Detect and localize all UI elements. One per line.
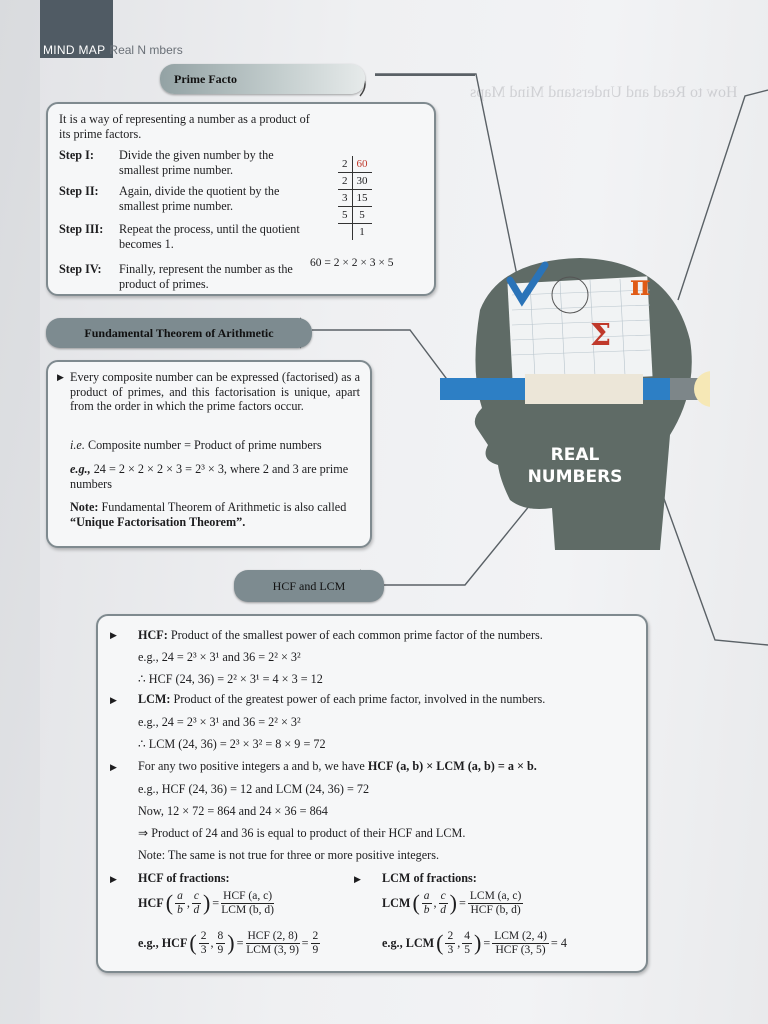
bleed-through-text: How to Read and Understand Mind Maps [470, 84, 738, 101]
hcf-example: e.g., 24 = 2³ × 3¹ and 36 = 2² × 3² [138, 650, 301, 664]
prime-factorisation-pill [160, 64, 365, 94]
paren-left: ( [436, 930, 444, 956]
paren-right: ) [474, 930, 482, 956]
head-silhouette [440, 250, 710, 550]
bullet-icon: ▶ [110, 695, 117, 705]
lcm-word: LCM [382, 896, 411, 911]
hcf-lcm-box [96, 614, 648, 973]
relation-now: Now, 12 × 72 = 864 and 24 × 36 = 864 [138, 804, 328, 818]
paren-right: ) [449, 890, 457, 916]
step-4-label: Step IV: [59, 262, 102, 276]
step-2-label: Step II: [59, 184, 99, 198]
division-table [338, 156, 372, 240]
hcf-fraction-formula: HCF ( $\frac{a}{b}$ , $\frac{c}{d}$ ) = $\frac{\text{HCF (a, c)}}{\text{LCM (b, d)}}$ [138, 890, 274, 916]
hcf-def: Product of the smallest power of each common prime factor of the numbers. [170, 628, 543, 642]
numerator: 4 [464, 930, 470, 942]
fraction [246, 930, 300, 957]
relation-text: For any two positive integers a and b, we have [138, 759, 365, 773]
eg-lcm-prefix: e.g., LCM [382, 936, 435, 951]
bullet-icon: ▶ [354, 874, 361, 884]
bullet-icon: ▶ [110, 762, 117, 772]
paren-right: ) [202, 890, 211, 916]
dividend: 60 [352, 156, 372, 173]
denominator: 9 [217, 944, 224, 956]
lcm-fraction-example: e.g., LCM ( $\frac{2}{3}$ , $\frac{4}{5}$ ) = $\frac{\text{LCM (2, 4)}}{\text{HCF (3, 5)}}$ = 4 [382, 930, 567, 956]
lcm-definition [138, 692, 638, 707]
step-3-label: Step III: [59, 222, 104, 236]
header-subtitle: Real N mbers [109, 43, 183, 57]
head-illustration [440, 250, 710, 555]
hcf-definition [138, 628, 638, 643]
fraction [175, 890, 185, 917]
numerator: HCF (a, c) [223, 890, 273, 902]
numerator: 2 [312, 930, 319, 942]
numerator: a [423, 890, 430, 902]
fraction [192, 890, 201, 917]
divisor: 2 [338, 156, 352, 173]
fta-ie [70, 438, 360, 453]
hcf-calc: ∴ HCF (24, 36) = 2² × 3¹ = 4 × 3 = 12 [138, 672, 323, 686]
note-text: Fundamental Theorem of Arithmetic is also called [101, 500, 347, 514]
hcf-lcm-relation [138, 759, 638, 774]
fraction [422, 890, 432, 917]
denominator: 3 [200, 944, 207, 956]
fraction [221, 890, 274, 917]
numerator: 2 [447, 930, 454, 942]
fta-note [70, 500, 360, 529]
denominator: 5 [464, 944, 470, 956]
bullet-icon: ▶ [110, 630, 117, 640]
denominator: b [177, 904, 183, 916]
ie-label: i.e. [70, 438, 85, 452]
note-quote: “Unique Factorisation Theorem”. [70, 514, 246, 529]
fraction [462, 930, 472, 957]
prime-intro: It is a way of representing a number as a product of its prime factors. [59, 112, 310, 141]
dividend: 15 [352, 190, 372, 207]
fraction [216, 930, 226, 957]
divisor: 5 [338, 207, 352, 224]
hcf-fractions-label: HCF of fractions: [138, 871, 230, 885]
bullet-icon: ▶ [110, 874, 117, 884]
paren-left: ( [412, 890, 420, 916]
ie-text: Composite number = Product of prime numbers [87, 438, 322, 452]
fraction [199, 930, 209, 957]
step-4-text: Finally, represent the number as the product of primes. [119, 262, 293, 291]
denominator: 3 [447, 944, 454, 956]
note-label: Note: [70, 500, 99, 514]
denominator: HCF (3, 5) [495, 944, 546, 956]
header-tag: MIND MAP [43, 43, 106, 57]
svg-text:Σ: Σ [590, 318, 612, 353]
divisor [338, 224, 352, 241]
hcf-fraction-example: e.g., HCF ( $\frac{2}{3}$ , $\frac{8}{9}$ ) = $\frac{\text{HCF (2, 8)}}{\text{LCM (3, 9)}}$ = $\frac{2}{9}$ [138, 930, 319, 956]
lcm-example-result: = 4 [550, 936, 567, 951]
denominator: LCM (b, d) [221, 904, 274, 916]
fraction [445, 930, 455, 957]
lcm-example: e.g., 24 = 2³ × 3¹ and 36 = 2² × 3² [138, 715, 301, 729]
fraction [468, 890, 523, 917]
step-3-text: Repeat the process, until the quotient becomes 1. [119, 222, 300, 251]
paren-left: ( [189, 930, 197, 956]
step-1-label: Step I: [59, 148, 94, 162]
dividend: 5 [352, 207, 372, 224]
center-title-line2: NUMBERS [527, 467, 623, 487]
bullet-icon: ▶ [57, 372, 64, 382]
step-1-text: Divide the given number by the smallest prime number. [119, 148, 274, 177]
svg-text:π: π [630, 269, 651, 302]
numerator: LCM (2, 4) [494, 930, 547, 942]
denominator: d [440, 904, 446, 916]
eg-text: 24 = 2 × 2 × 2 × 3 = 2³ × 3, where 2 and 3 are prime numbers [70, 462, 349, 491]
hcf-lcm-pill [234, 570, 384, 602]
paren-left: ( [165, 890, 174, 916]
numerator: a [177, 890, 183, 902]
numerator: LCM (a, c) [469, 890, 522, 902]
denominator: 9 [312, 944, 319, 956]
denominator: HCF (b, d) [470, 904, 521, 916]
prime-result: 60 = 2 × 2 × 3 × 5 [310, 257, 394, 269]
dividend: 30 [352, 173, 372, 190]
fta-pill-label: Fundamental Theorem of Arithmetic [84, 325, 274, 340]
divisor: 2 [338, 173, 352, 190]
fta-box [46, 360, 372, 548]
dividend: 1 [359, 226, 365, 238]
prime-pill-label: Prime Facto [174, 71, 237, 86]
relation-conclusion: ⇒ Product of 24 and 36 is equal to product of their HCF and LCM. [138, 826, 466, 840]
relation-example: e.g., HCF (24, 36) = 12 and LCM (24, 36) = 72 [138, 782, 370, 796]
eg-label: e.g., [70, 462, 91, 476]
eg-hcf-prefix: e.g., HCF [138, 936, 188, 951]
fta-example [70, 462, 360, 491]
numerator: c [440, 890, 446, 902]
lcm-fraction-formula: LCM ( $\frac{a}{b}$ , $\frac{c}{d}$ ) = $\frac{\text{LCM (a, c)}}{\text{HCF (b, d)}}$ [382, 890, 522, 916]
paren-right: ) [227, 930, 235, 956]
prime-factorisation-box [46, 102, 436, 296]
numerator: HCF (2, 8) [247, 930, 298, 942]
relation-formula: HCF (a, b) × LCM (a, b) = a × b. [367, 759, 537, 773]
relation-note: Note: The same is not true for three or more positive integers. [138, 848, 439, 862]
lcm-def: Product of the greatest power of each prime factor, involved in the numbers. [173, 692, 546, 706]
divisor: 3 [338, 190, 352, 207]
header [43, 43, 183, 57]
hcf-label: HCF: [138, 628, 168, 642]
hcf-pill-label: HCF and LCM [272, 578, 346, 593]
denominator: LCM (3, 9) [246, 944, 299, 956]
fraction [492, 930, 549, 957]
step-2-text: Again, divide the quotient by the smallest prime number. [119, 184, 280, 213]
lcm-label: LCM: [138, 692, 171, 706]
denominator: d [193, 904, 200, 916]
lcm-fractions-label: LCM of fractions: [382, 871, 477, 885]
fraction [311, 930, 321, 957]
fta-statement: Every composite number can be expressed (factorised) as a product of primes, and this factorisation is unique, apart from the order in which the prime factors occur. [70, 370, 360, 413]
fta-pill [46, 318, 312, 348]
fraction [439, 890, 448, 917]
denominator: b [423, 904, 430, 916]
lcm-calc: ∴ LCM (24, 36) = 2³ × 3² = 8 × 9 = 72 [138, 737, 326, 751]
numerator: c [193, 890, 199, 902]
numerator: 2 [200, 930, 207, 942]
center-title-line1: REAL [550, 445, 600, 465]
hcf-word: HCF [138, 896, 164, 911]
numerator: 8 [217, 930, 224, 942]
